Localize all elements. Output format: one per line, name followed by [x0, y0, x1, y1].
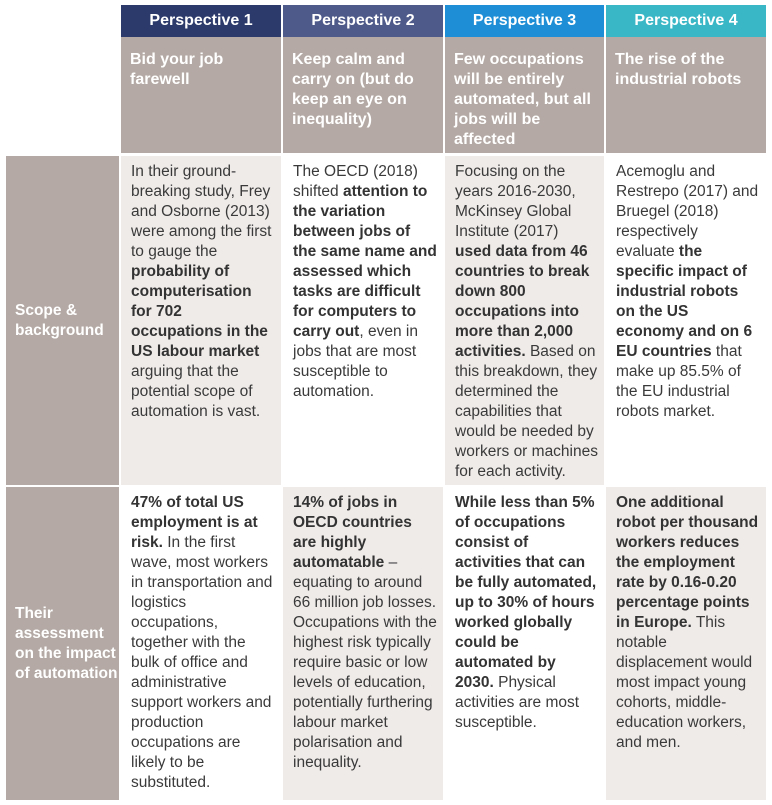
perspective-1-title: Bid your job farewell: [121, 37, 281, 153]
bold-text: the specific impact of industrial robots on the US economy and on 6 EU countries: [616, 243, 753, 360]
bold-text: 14% of jobs in OECD countries are highly automatable: [293, 494, 412, 571]
perspective-4-title: The rise of the industrial robots: [606, 37, 766, 153]
perspective-4-label: Perspective 4: [634, 12, 738, 29]
perspective-1-tab: [121, 5, 281, 37]
bold-text: probability of computerisation for 702 occupations in the US labour market: [131, 263, 268, 360]
perspective-3-tab: [445, 5, 604, 37]
bold-text: One additional robot per thousand workers reduces the employment rate by 0.16-0.20 percentage points in Europe.: [616, 494, 759, 631]
assessment-cell-3: While less than 5% of occupations consist of activities that can be fully automated, up to 30% of hours worked globally could be automated by 2030. Physical activities are most susceptible.: [445, 487, 604, 800]
assessment-cell-1: 47% of total US employment is at risk. In the first wave, most workers in transportation and logistics occupations, together with the bulk of office and administrative support workers and production occupations are likely to be substituted.: [121, 487, 281, 800]
assessment-cell-2: 14% of jobs in OECD countries are highly automatable – equating to around 66 million job losses. Occupations with the highest risk typically require basic or low levels of education, potentially furthering labour market polarisation and inequality.: [283, 487, 443, 800]
perspective-3-title: Few occupations will be entirely automated, but all jobs will be affected: [445, 37, 604, 153]
assessment-cell-4: One additional robot per thousand workers reduces the employment rate by 0.16-0.20 percentage points in Europe. This notable displacement would most impact young cohorts, middle-education workers, and men.: [606, 487, 766, 800]
perspective-2-label: Perspective 2: [311, 12, 415, 29]
bold-text: used data from 46 countries to break down 800 occupations into more than 2,000 activities.: [455, 243, 590, 360]
scope-cell-3: Focusing on the years 2016-2030, McKinsey Global Institute (2017) used data from 46 countries to break down 800 occupations into more than 2,000 activities. Based on this breakdown, they determined the capabilities that would be needed by workers or machines for each activity.: [445, 156, 604, 485]
perspective-2-tab: [283, 5, 443, 37]
scope-cell-1: In their ground-breaking study, Frey and Osborne (2013) were among the first to gauge the probability of computerisation for 702 occupations in the US labour market arguing that the potential scope of automation is vast.: [121, 156, 281, 485]
row-heading-assessment: Their assessment on the impact of automation: [6, 487, 119, 800]
bold-text: attention to the variation between jobs of the same name and assessed which tasks are difficult for computers to carry out: [293, 183, 437, 340]
scope-cell-2: The OECD (2018) shifted attention to the variation between jobs of the same name and assessed which tasks are difficult for computers to carry out, even in jobs that are most susceptible to automation.: [283, 156, 443, 485]
perspective-4-tab: [606, 5, 766, 37]
perspective-3-label: Perspective 3: [472, 12, 577, 29]
perspective-1-label: Perspective 1: [149, 12, 253, 29]
bold-text: 47% of total US employment is at risk.: [131, 494, 258, 551]
bold-text: While less than 5% of occupations consist of activities that can be fully automated, up to 30% of hours worked globally could be automated by 2030.: [455, 494, 597, 691]
scope-cell-4: Acemoglu and Restrepo (2017) and Bruegel (2018) respectively evaluate the specific impact of industrial robots on the US economy and on 6 EU countries that make up 85.5% of the EU industrial robots market.: [606, 156, 766, 485]
row-heading-scope: Scope & background: [6, 156, 119, 485]
perspective-2-title: Keep calm and carry on (but do keep an eye on inequality): [283, 37, 443, 153]
